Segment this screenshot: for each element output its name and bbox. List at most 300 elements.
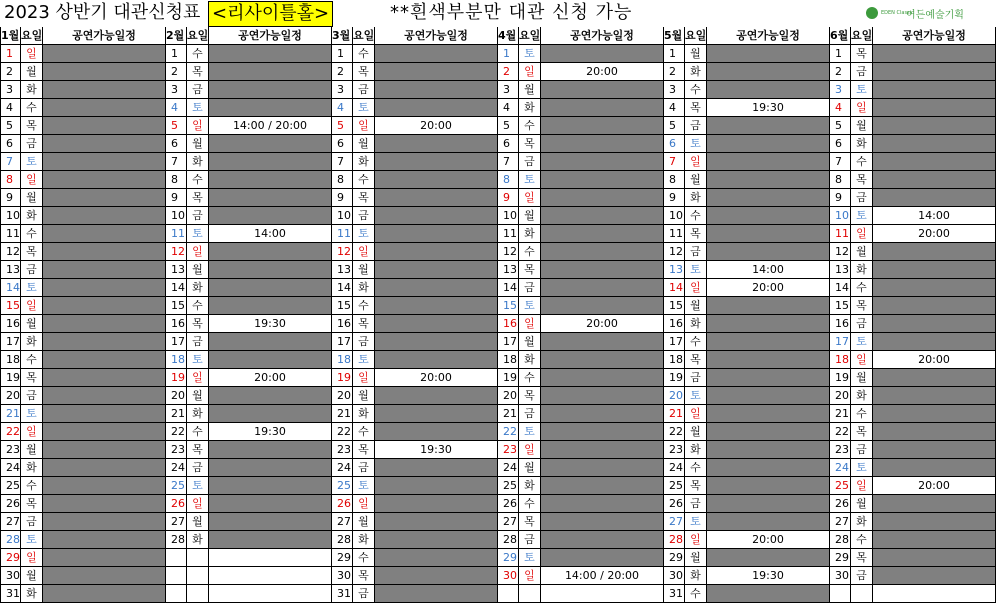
unavailable-slot — [43, 81, 166, 99]
weekday-cell: 일 — [353, 369, 375, 387]
day-number: 13 — [830, 261, 851, 279]
day-number — [498, 585, 519, 603]
day-number: 14 — [830, 279, 851, 297]
unavailable-slot — [873, 243, 996, 261]
unavailable-slot — [375, 279, 498, 297]
day-number: 27 — [664, 513, 685, 531]
day-number: 13 — [166, 261, 187, 279]
unavailable-slot — [541, 261, 664, 279]
day-number: 9 — [332, 189, 353, 207]
weekday-cell: 금 — [21, 387, 43, 405]
available-slot[interactable]: 20:00 — [209, 369, 332, 387]
day-number: 20 — [498, 387, 519, 405]
unavailable-slot — [707, 549, 830, 567]
day-number: 19 — [0, 369, 21, 387]
unavailable-slot — [541, 135, 664, 153]
day-number: 7 — [498, 153, 519, 171]
weekday-cell: 월 — [353, 513, 375, 531]
unavailable-slot — [707, 189, 830, 207]
day-number: 20 — [664, 387, 685, 405]
weekday-cell: 목 — [353, 189, 375, 207]
weekday-cell: 화 — [685, 441, 707, 459]
day-number: 9 — [0, 189, 21, 207]
day-number: 18 — [498, 351, 519, 369]
unavailable-slot — [43, 171, 166, 189]
unavailable-slot — [209, 513, 332, 531]
weekday-cell: 수 — [685, 81, 707, 99]
available-slot[interactable]: 20:00 — [873, 225, 996, 243]
weekday-cell — [187, 549, 209, 567]
weekday-cell: 월 — [519, 81, 541, 99]
unavailable-slot — [873, 513, 996, 531]
weekday-cell: 월 — [685, 549, 707, 567]
hall-name-badge: <리사이틀홀> — [208, 1, 333, 27]
day-number: 19 — [830, 369, 851, 387]
weekday-cell — [187, 567, 209, 585]
unavailable-slot — [707, 171, 830, 189]
day-number: 26 — [0, 495, 21, 513]
day-number: 2 — [498, 63, 519, 81]
day-number: 24 — [498, 459, 519, 477]
available-slot[interactable]: 19:30 — [707, 567, 830, 585]
weekday-cell: 일 — [21, 549, 43, 567]
weekday-cell: 화 — [519, 225, 541, 243]
weekday-cell: 목 — [685, 99, 707, 117]
day-number: 21 — [664, 405, 685, 423]
available-slot[interactable]: 20:00 — [873, 351, 996, 369]
unavailable-slot — [43, 279, 166, 297]
unavailable-slot — [209, 135, 332, 153]
day-number: 31 — [664, 585, 685, 603]
weekday-cell: 금 — [21, 135, 43, 153]
unavailable-slot — [375, 423, 498, 441]
day-number: 31 — [0, 585, 21, 603]
day-number: 8 — [498, 171, 519, 189]
empty-slot — [209, 585, 332, 603]
weekday-cell: 토 — [21, 531, 43, 549]
day-number: 4 — [0, 99, 21, 117]
unavailable-slot — [707, 243, 830, 261]
weekday-cell: 화 — [851, 135, 873, 153]
day-number: 18 — [830, 351, 851, 369]
unavailable-slot — [43, 405, 166, 423]
unavailable-slot — [209, 207, 332, 225]
unavailable-slot — [707, 63, 830, 81]
weekday-cell: 화 — [353, 531, 375, 549]
day-number — [830, 585, 851, 603]
unavailable-slot — [541, 189, 664, 207]
unavailable-slot — [43, 297, 166, 315]
day-number: 26 — [332, 495, 353, 513]
weekday-cell: 일 — [519, 567, 541, 585]
available-slot[interactable]: 14:00 — [707, 261, 830, 279]
notice-text: **흰색부분만 대관 신청 가능 — [390, 2, 633, 23]
unavailable-slot — [873, 333, 996, 351]
day-number: 7 — [166, 153, 187, 171]
unavailable-slot — [541, 207, 664, 225]
unavailable-slot — [707, 117, 830, 135]
unavailable-slot — [209, 63, 332, 81]
day-number: 12 — [166, 243, 187, 261]
weekday-cell: 화 — [851, 261, 873, 279]
day-number: 30 — [664, 567, 685, 585]
weekday-cell: 월 — [685, 171, 707, 189]
weekday-cell: 화 — [21, 585, 43, 603]
day-number: 17 — [166, 333, 187, 351]
weekday-cell: 토 — [353, 477, 375, 495]
weekday-cell: 수 — [519, 369, 541, 387]
weekday-cell — [851, 585, 873, 603]
weekday-cell: 월 — [353, 387, 375, 405]
day-number: 15 — [0, 297, 21, 315]
day-number: 22 — [166, 423, 187, 441]
unavailable-slot — [375, 99, 498, 117]
schedule-header: 공연가능일정 — [541, 27, 664, 45]
weekday-cell: 수 — [21, 99, 43, 117]
unavailable-slot — [209, 387, 332, 405]
unavailable-slot — [209, 441, 332, 459]
available-slot[interactable]: 20:00 — [707, 531, 830, 549]
weekday-cell: 화 — [21, 207, 43, 225]
unavailable-slot — [873, 549, 996, 567]
weekday-cell: 일 — [187, 369, 209, 387]
unavailable-slot — [873, 63, 996, 81]
day-number: 23 — [332, 441, 353, 459]
available-slot[interactable]: 20:00 — [541, 63, 664, 81]
weekday-cell: 수 — [187, 297, 209, 315]
weekday-cell: 토 — [851, 333, 873, 351]
weekday-cell: 화 — [187, 405, 209, 423]
day-number: 1 — [830, 45, 851, 63]
day-number: 17 — [0, 333, 21, 351]
unavailable-slot — [43, 369, 166, 387]
weekday-header: 요일 — [187, 27, 209, 45]
day-number: 11 — [166, 225, 187, 243]
day-number: 13 — [0, 261, 21, 279]
unavailable-slot — [375, 549, 498, 567]
weekday-cell: 목 — [21, 495, 43, 513]
weekday-cell: 토 — [353, 351, 375, 369]
unavailable-slot — [873, 441, 996, 459]
day-number: 18 — [166, 351, 187, 369]
weekday-cell: 월 — [21, 315, 43, 333]
weekday-cell: 화 — [519, 99, 541, 117]
day-number: 21 — [166, 405, 187, 423]
unavailable-slot — [707, 513, 830, 531]
unavailable-slot — [375, 297, 498, 315]
unavailable-slot — [541, 387, 664, 405]
weekday-cell: 월 — [851, 243, 873, 261]
day-number: 12 — [664, 243, 685, 261]
day-number: 17 — [664, 333, 685, 351]
weekday-cell: 금 — [353, 81, 375, 99]
unavailable-slot — [541, 459, 664, 477]
unavailable-slot — [707, 477, 830, 495]
weekday-cell: 일 — [353, 243, 375, 261]
day-number: 2 — [0, 63, 21, 81]
unavailable-slot — [707, 387, 830, 405]
unavailable-slot — [375, 333, 498, 351]
weekday-cell: 화 — [21, 81, 43, 99]
day-number: 12 — [830, 243, 851, 261]
unavailable-slot — [541, 369, 664, 387]
weekday-cell: 목 — [187, 189, 209, 207]
unavailable-slot — [541, 513, 664, 531]
weekday-cell: 토 — [21, 279, 43, 297]
unavailable-slot — [375, 567, 498, 585]
weekday-cell: 토 — [519, 171, 541, 189]
unavailable-slot — [541, 549, 664, 567]
available-slot[interactable]: 20:00 — [375, 117, 498, 135]
unavailable-slot — [541, 441, 664, 459]
unavailable-slot — [541, 81, 664, 99]
unavailable-slot — [707, 297, 830, 315]
weekday-cell: 금 — [519, 531, 541, 549]
unavailable-slot — [209, 333, 332, 351]
day-number: 18 — [664, 351, 685, 369]
weekday-cell: 월 — [21, 189, 43, 207]
day-number: 8 — [0, 171, 21, 189]
available-slot[interactable]: 19:30 — [375, 441, 498, 459]
day-number: 28 — [664, 531, 685, 549]
unavailable-slot — [43, 45, 166, 63]
unavailable-slot — [43, 63, 166, 81]
weekday-cell: 수 — [851, 531, 873, 549]
available-slot[interactable]: 20:00 — [375, 369, 498, 387]
logo-small-text: EDEN Classic — [881, 10, 914, 16]
unavailable-slot — [209, 189, 332, 207]
weekday-cell: 수 — [851, 405, 873, 423]
schedule-header: 공연가능일정 — [375, 27, 498, 45]
unavailable-slot — [375, 63, 498, 81]
available-slot[interactable]: 20:00 — [707, 279, 830, 297]
weekday-cell: 목 — [851, 423, 873, 441]
day-number: 5 — [166, 117, 187, 135]
day-number: 27 — [332, 513, 353, 531]
unavailable-slot — [43, 261, 166, 279]
day-number: 16 — [166, 315, 187, 333]
empty-slot — [209, 549, 332, 567]
unavailable-slot — [707, 333, 830, 351]
weekday-cell: 목 — [353, 63, 375, 81]
unavailable-slot — [209, 351, 332, 369]
weekday-cell: 월 — [851, 495, 873, 513]
weekday-cell: 화 — [851, 513, 873, 531]
unavailable-slot — [375, 351, 498, 369]
day-number: 24 — [830, 459, 851, 477]
day-number: 14 — [498, 279, 519, 297]
unavailable-slot — [43, 441, 166, 459]
weekday-cell: 토 — [353, 99, 375, 117]
unavailable-slot — [873, 405, 996, 423]
weekday-cell — [187, 585, 209, 603]
day-number: 4 — [332, 99, 353, 117]
day-number: 10 — [0, 207, 21, 225]
day-number: 19 — [498, 369, 519, 387]
weekday-cell: 일 — [851, 225, 873, 243]
available-slot[interactable]: 19:30 — [209, 423, 332, 441]
weekday-cell: 일 — [519, 189, 541, 207]
available-slot[interactable]: 19:30 — [209, 315, 332, 333]
day-number: 25 — [0, 477, 21, 495]
day-number: 11 — [498, 225, 519, 243]
day-number: 11 — [332, 225, 353, 243]
day-number: 29 — [498, 549, 519, 567]
weekday-cell: 일 — [21, 297, 43, 315]
day-number: 5 — [0, 117, 21, 135]
day-number: 8 — [332, 171, 353, 189]
weekday-cell: 금 — [519, 279, 541, 297]
unavailable-slot — [541, 171, 664, 189]
day-number: 14 — [0, 279, 21, 297]
day-number: 26 — [498, 495, 519, 513]
weekday-cell: 토 — [187, 351, 209, 369]
weekday-cell: 목 — [685, 351, 707, 369]
day-number: 11 — [664, 225, 685, 243]
unavailable-slot — [43, 135, 166, 153]
weekday-cell: 목 — [851, 45, 873, 63]
weekday-cell: 금 — [685, 243, 707, 261]
weekday-cell: 토 — [187, 225, 209, 243]
weekday-cell: 수 — [353, 45, 375, 63]
weekday-cell: 수 — [851, 153, 873, 171]
weekday-cell: 화 — [685, 315, 707, 333]
unavailable-slot — [43, 333, 166, 351]
weekday-cell: 금 — [851, 441, 873, 459]
day-number: 15 — [166, 297, 187, 315]
weekday-cell: 금 — [685, 369, 707, 387]
weekday-cell: 수 — [353, 423, 375, 441]
available-slot[interactable]: 20:00 — [541, 315, 664, 333]
weekday-cell: 금 — [353, 459, 375, 477]
weekday-cell: 월 — [21, 441, 43, 459]
day-number: 12 — [332, 243, 353, 261]
day-number: 4 — [498, 99, 519, 117]
weekday-cell: 월 — [851, 117, 873, 135]
weekday-cell: 수 — [187, 423, 209, 441]
day-number: 19 — [664, 369, 685, 387]
day-number: 23 — [664, 441, 685, 459]
weekday-cell: 월 — [187, 387, 209, 405]
available-slot[interactable]: 14:00 / 20:00 — [209, 117, 332, 135]
day-number: 3 — [166, 81, 187, 99]
available-slot[interactable]: 19:30 — [707, 99, 830, 117]
weekday-cell: 월 — [21, 63, 43, 81]
page-title: 2023 상반기 대관신청표 — [4, 2, 201, 23]
available-slot[interactable]: 14:00 / 20:00 — [541, 567, 664, 585]
day-number: 8 — [830, 171, 851, 189]
unavailable-slot — [43, 99, 166, 117]
schedule-header: 공연가능일정 — [43, 27, 166, 45]
unavailable-slot — [873, 189, 996, 207]
weekday-cell: 목 — [21, 243, 43, 261]
unavailable-slot — [541, 243, 664, 261]
unavailable-slot — [209, 405, 332, 423]
day-number: 3 — [0, 81, 21, 99]
day-number: 22 — [498, 423, 519, 441]
weekday-cell: 화 — [353, 405, 375, 423]
weekday-cell: 월 — [519, 459, 541, 477]
weekday-cell: 화 — [187, 279, 209, 297]
empty-slot — [541, 585, 664, 603]
schedule-header: 공연가능일정 — [209, 27, 332, 45]
unavailable-slot — [873, 315, 996, 333]
unavailable-slot — [707, 423, 830, 441]
day-number: 6 — [166, 135, 187, 153]
day-number: 2 — [830, 63, 851, 81]
day-number: 20 — [332, 387, 353, 405]
eden-logo-icon — [866, 7, 878, 19]
unavailable-slot — [209, 99, 332, 117]
unavailable-slot — [707, 207, 830, 225]
day-number: 25 — [664, 477, 685, 495]
day-number: 11 — [830, 225, 851, 243]
weekday-cell: 토 — [851, 207, 873, 225]
day-number: 22 — [664, 423, 685, 441]
day-number: 28 — [498, 531, 519, 549]
month-label: 6월 — [830, 27, 851, 45]
weekday-cell: 화 — [21, 333, 43, 351]
unavailable-slot — [43, 423, 166, 441]
weekday-cell: 일 — [187, 495, 209, 513]
unavailable-slot — [43, 567, 166, 585]
unavailable-slot — [375, 225, 498, 243]
day-number: 30 — [0, 567, 21, 585]
weekday-cell: 금 — [851, 567, 873, 585]
unavailable-slot — [43, 351, 166, 369]
weekday-cell: 월 — [519, 333, 541, 351]
day-number: 29 — [0, 549, 21, 567]
unavailable-slot — [707, 405, 830, 423]
weekday-cell: 금 — [187, 207, 209, 225]
weekday-cell: 수 — [187, 45, 209, 63]
weekday-cell: 금 — [685, 495, 707, 513]
weekday-cell: 토 — [519, 45, 541, 63]
weekday-cell: 목 — [519, 261, 541, 279]
day-number: 1 — [332, 45, 353, 63]
day-number: 28 — [166, 531, 187, 549]
day-number: 6 — [664, 135, 685, 153]
weekday-cell: 토 — [851, 81, 873, 99]
unavailable-slot — [541, 45, 664, 63]
weekday-cell: 월 — [21, 567, 43, 585]
weekday-cell: 목 — [851, 297, 873, 315]
weekday-cell: 월 — [851, 369, 873, 387]
weekday-cell: 일 — [21, 171, 43, 189]
day-number — [166, 567, 187, 585]
weekday-cell: 화 — [519, 351, 541, 369]
weekday-cell: 화 — [353, 153, 375, 171]
day-number: 22 — [830, 423, 851, 441]
unavailable-slot — [873, 423, 996, 441]
weekday-cell: 수 — [353, 171, 375, 189]
weekday-cell: 일 — [187, 243, 209, 261]
unavailable-slot — [375, 171, 498, 189]
day-number — [166, 549, 187, 567]
day-number: 24 — [664, 459, 685, 477]
unavailable-slot — [209, 531, 332, 549]
weekday-cell: 수 — [685, 333, 707, 351]
available-slot[interactable]: 20:00 — [873, 477, 996, 495]
day-number: 4 — [664, 99, 685, 117]
available-slot[interactable]: 14:00 — [209, 225, 332, 243]
available-slot[interactable]: 14:00 — [873, 207, 996, 225]
unavailable-slot — [873, 117, 996, 135]
unavailable-slot — [707, 315, 830, 333]
unavailable-slot — [873, 261, 996, 279]
day-number: 27 — [498, 513, 519, 531]
unavailable-slot — [375, 531, 498, 549]
